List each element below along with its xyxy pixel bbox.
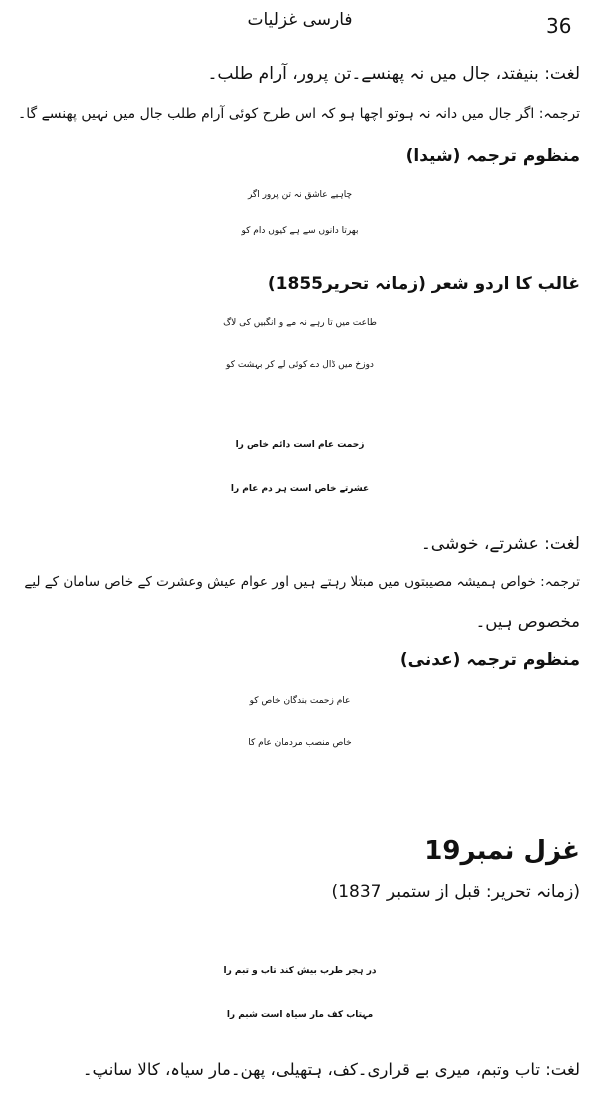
verse-line: خاص منصب مردمان عام کا bbox=[248, 738, 352, 748]
verse-line: دوزخ میں ڈال دے کوئی لے کر بہشت کو bbox=[226, 360, 374, 370]
verse-line: عام زحمت بندگان خاص کو bbox=[249, 696, 351, 706]
glossary-line: لغت: بنیفتد، جال میں نہ پھنسے۔تن پرور، آرام طلب۔ bbox=[207, 64, 580, 84]
verse-line: طاعت میں تا رہے نہ مے و انگبیں کی لاگ bbox=[223, 318, 377, 328]
ghazal-title: غزل نمبر19 bbox=[424, 836, 580, 866]
persian-couplet-line: در ہجر طرب بیش کند تاب و تبم را bbox=[223, 966, 377, 976]
ghazal-date: (زمانہ تحریر: قبل از ستمبر 1837) bbox=[331, 882, 580, 902]
verse-line: بھرتا دانوں سے ہے کیوں دام کو bbox=[241, 226, 359, 236]
glossary-line: لغت: عشرتے، خوشی۔ bbox=[420, 534, 580, 554]
running-header: فارسی غزلیات bbox=[247, 10, 353, 30]
persian-couplet-line: مہتاب کف مار سیاہ است شبم را bbox=[226, 1010, 374, 1020]
persian-couplet-line: عشرتے خاص است ہر دم عام را bbox=[230, 484, 370, 494]
persian-couplet-line: زحمت عام است دائم خاص را bbox=[235, 440, 365, 450]
verse-translation-heading: منظوم ترجمہ (عدنی) bbox=[399, 650, 580, 670]
verse-line: چاہیے عاشق نہ تن پرور اگر bbox=[247, 190, 353, 200]
page-number: 36 bbox=[546, 14, 572, 38]
glossary-line: لغت: تاب وتبم، میری بے قراری۔کف، ہتھیلی، پھن۔مار سیاہ، کالا سانپ۔ bbox=[82, 1060, 580, 1079]
translation-line: مخصوص ہیں۔ bbox=[475, 612, 580, 631]
verse-translation-heading: منظوم ترجمہ (شیدا) bbox=[405, 146, 580, 166]
translation-line: ترجمہ: اگر جال میں دانہ نہ ہوتو اچھا ہو کہ اس طرح کوئی آرام طلب جال میں نہیں پھنسے گا۔ bbox=[18, 106, 580, 122]
ghalib-urdu-heading: غالب کا اردو شعر (زمانہ تحریر1855) bbox=[267, 274, 580, 294]
translation-line: ترجمہ: خواص ہمیشہ مصیبتوں میں مبتلا رہتے ہیں اور عوام عیش وعشرت کے خاص سامان کے لیے bbox=[24, 574, 580, 590]
